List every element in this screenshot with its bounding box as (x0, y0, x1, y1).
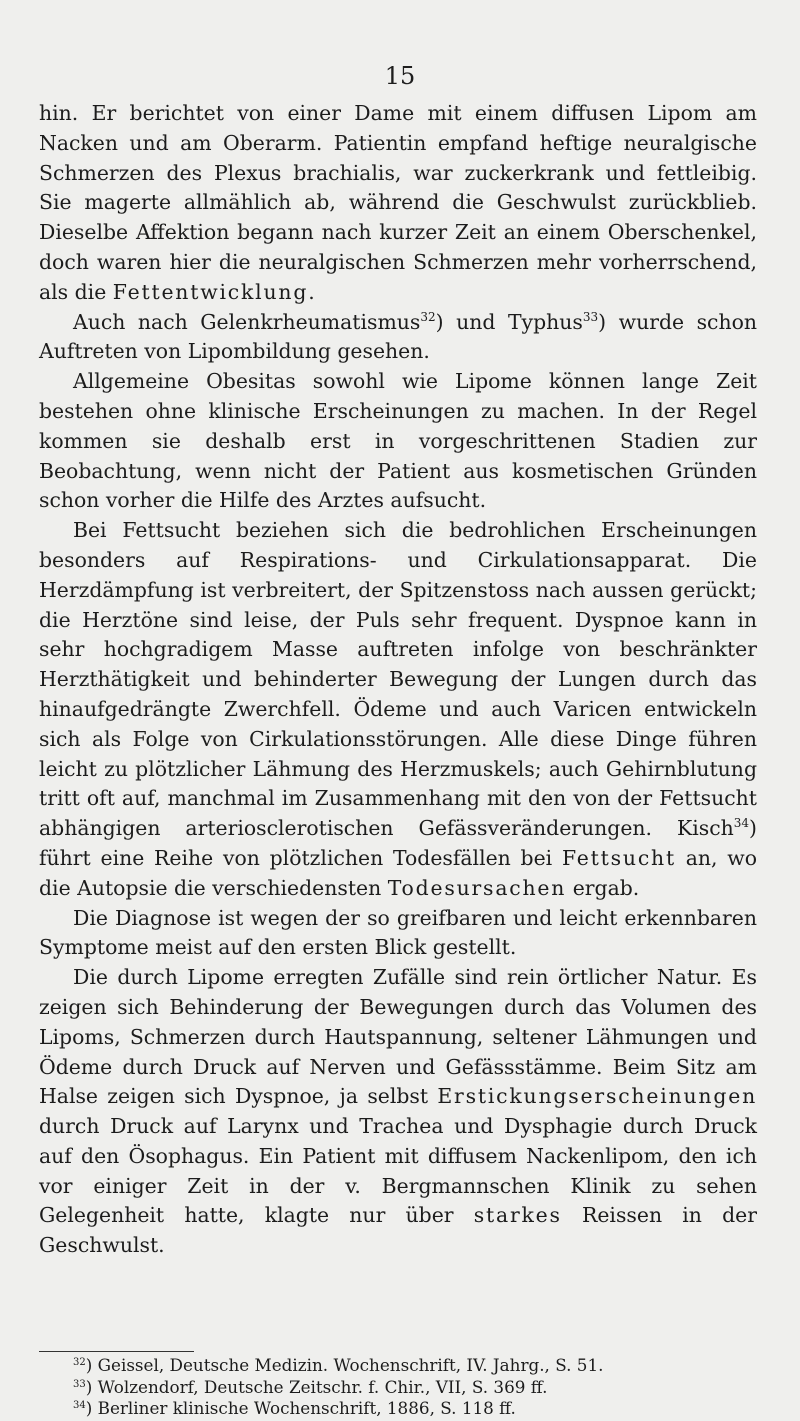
text-segment: Bei Fettsucht beziehen sich die bedrohlichen Erscheinungen besonders auf Respirations- und Cirkulationsapparat. Die Herzdämpfung ist verbreitert, der Spitzenstoss nach aussen gerückt; die Herztöne sind leise, der Puls sehr frequent. Dyspnoe kann in sehr hochgradigem Masse auftreten infolge von beschränkter Herzthätigkeit und behinderter Bewegung der Lungen durch das hinaufgedrängte Zwerchfell. Ödeme und auch Varicen entwickeln sich als Folge von Cirkulationsstörungen. Alle diese Dinge führen leicht zu plötzlicher Lähmung des Herzmuskels; auch Gehirnblutung tritt oft auf, manchmal im Zusammenhang mit den von der Fettsucht abhängigen arteriosclerotischen Gefässveränderungen. Kisch (39, 518, 757, 841)
text-segment: Die durch Lipome erregten Zufälle sind rein örtlicher Natur. Es zeigen sich Behinderung der Bewegungen durch das Volumen des Lipoms, Schmerzen durch Hautspannung, seltener Lähmungen und Ödeme durch Druck auf Nerven und Gefässstämme. Beim Sitz am Halse zeigen sich Dyspnoe, ja selbst (39, 965, 757, 1109)
text-segment: . (308, 279, 315, 304)
text-segment: hin. Er berichtet von einer Dame mit einem diffusen Lipom am Nacken und am Oberarm. Patientin empfand heftige neuralgische Schmerzen des Plexus brachialis, war zuckerkrank und fettleibig. Sie magerte allmählich ab, während die Geschwulst zurückblieb. Dieselbe Affektion begann nach kurzer Zeit an einem Oberschenkel, doch waren hier die neuralgischen Schmerzen mehr vorherrschend, als die (39, 101, 757, 304)
spaced-text: Fettentwicklung (112, 279, 309, 304)
footnote-number: 32 (73, 1357, 86, 1368)
footnote (39, 1398, 757, 1420)
footnote-number: 33 (73, 1378, 86, 1390)
text-segment: ) wurde schon Auftreten von Lipombildung gesehen. (39, 309, 758, 364)
paragraph (39, 516, 757, 903)
spaced-text: Fettsucht (561, 845, 676, 870)
footnote-text: ) Geissel, Deutsche Medizin. Wochenschrift, IV. Jahrg., S. 51. (85, 1355, 604, 1375)
paragraph (39, 308, 757, 368)
footnote-text: ) Wolzendorf, Deutsche Zeitschr. f. Chir., VII, S. 369 ff. (85, 1376, 548, 1397)
footnote-separator (39, 1351, 194, 1352)
spaced-text: Todesursachen (387, 875, 567, 900)
paragraph (39, 99, 757, 308)
footnote-number: 34 (73, 1400, 86, 1411)
footnotes (39, 1355, 757, 1420)
text-segment: Reissen in der Geschwulst. (39, 1203, 757, 1258)
paragraph (39, 367, 757, 516)
text-segment: durch Druck auf Larynx und Trachea und Dysphagie durch Druck auf den Ösophagus. Ein Patient mit diffusem Nackenlipom, den ich vor einiger Zeit in der v. Bergmannschen Klinik zu sehen Gelegenheit hatte, klagte nur über (39, 1114, 757, 1228)
footnote-reference: 33 (582, 309, 599, 324)
text-segment: Die Diagnose ist wegen der so greifbaren und leicht erkennbaren Symptome meist auf den ersten Blick gestellt. (39, 905, 757, 960)
paragraph (39, 904, 757, 964)
page-number: 15 (384, 62, 416, 90)
text-segment: an, wo die Autopsie die verschiedensten (39, 845, 757, 900)
text-segment: ) und Typhus (435, 309, 583, 334)
text-segment: ) führt eine Reihe von plötzlichen Todesfällen bei (39, 816, 757, 870)
footnote-reference: 34 (733, 816, 750, 831)
text-segment: ergab. (566, 875, 640, 900)
footnote (39, 1377, 757, 1399)
footnote (39, 1355, 757, 1377)
text-segment: Auch nach Gelenkrheumatismus (73, 309, 421, 334)
spaced-text: Erstickungserscheinungen (437, 1084, 757, 1109)
paragraph (39, 963, 757, 1261)
spaced-text: starkes (473, 1203, 562, 1228)
text-segment: Allgemeine Obesitas sowohl wie Lipome können lange Zeit bestehen ohne klinische Erscheinungen zu machen. In der Regel kommen sie deshalb erst in vorgeschrittenen Stadien zur Beobachtung, wenn nicht der Patient aus kosmetischen Gründen schon vorher die Hilfe des Arztes aufsucht. (39, 369, 757, 513)
footnote-reference: 32 (420, 309, 436, 324)
body-text (39, 99, 757, 1261)
footnote-text: ) Berliner klinische Wochenschrift, 1886, S. 118 ff. (85, 1398, 516, 1418)
